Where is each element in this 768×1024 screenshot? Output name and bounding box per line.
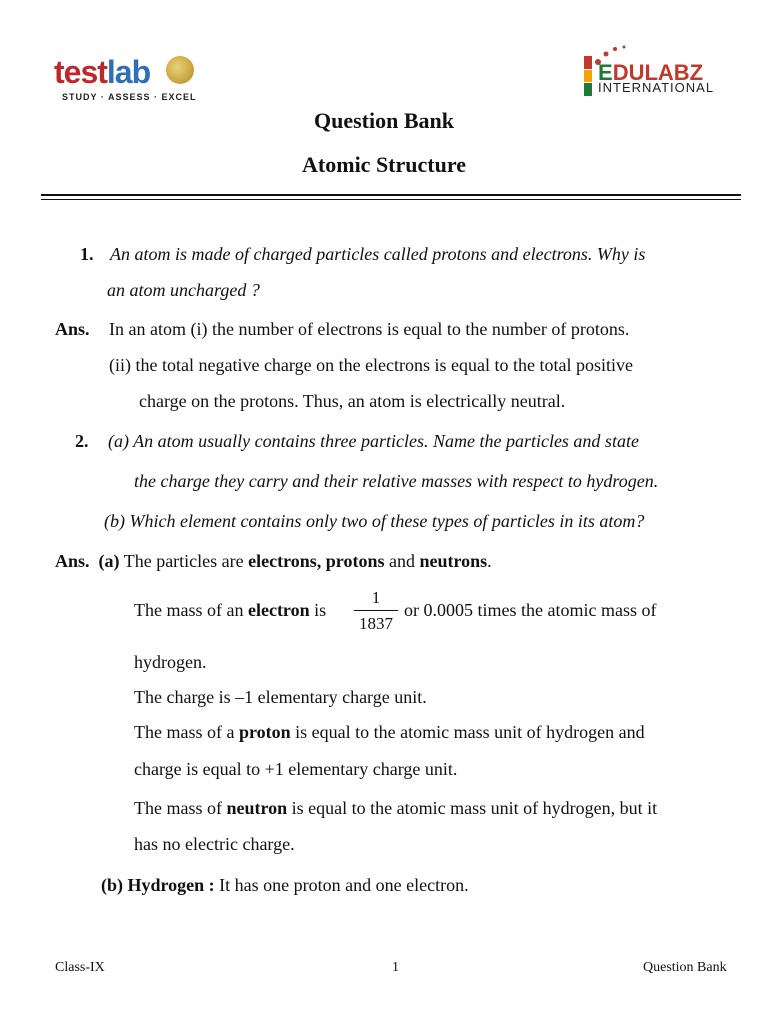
neutron-post: is equal to the atomic mass unit of hydrogen, but it [291, 798, 658, 818]
fraction-denominator: 1837 [359, 614, 393, 633]
particles-and: and [388, 551, 415, 571]
edulabz-subtitle: INTERNATIONAL [598, 80, 715, 95]
neutron-pre: The mass of [134, 798, 222, 818]
part-b-text: It has one proton and one electron. [219, 875, 469, 895]
electron-mass-post: or 0.0005 times the atomic mass of [404, 600, 657, 620]
question-1-line-1: An atom is made of charged particles called protons and electrons. Why is [110, 244, 646, 264]
edulabz-wordmark: EDULABZ [598, 60, 704, 85]
page-subtitle: Atomic Structure [302, 152, 466, 177]
answer-2-part-b [101, 874, 469, 896]
answer-2-part-a: (a) [98, 551, 120, 571]
answer-2-label: Ans. [55, 551, 90, 571]
neutron-line-1 [134, 797, 657, 819]
neutron-line-2: has no electric charge. [134, 834, 295, 854]
page-title: Question Bank [314, 108, 454, 133]
answer-1-line-1: In an atom (i) the number of electrons is equal to the number of protons. [109, 319, 630, 339]
testlab-wordmark: testlab [54, 54, 151, 90]
question-2-line-1: (a) An atom usually contains three particles. Name the particles and state [108, 431, 639, 451]
part-b-hydrogen: (b) Hydrogen : [101, 875, 215, 895]
testlab-tagline: STUDY · ASSESS · EXCEL [62, 92, 197, 102]
answer-1-line-3: charge on the protons. Thus, an atom is electrically neutral. [139, 391, 566, 411]
answer-2-line-1 [55, 550, 492, 572]
proton-line-1 [134, 721, 645, 743]
proton-line-2: charge is equal to +1 elementary charge unit. [134, 759, 458, 779]
particles-intro: The particles are [123, 551, 244, 571]
answer-1-label: Ans. [55, 319, 90, 339]
neutron-term: neutron [226, 798, 288, 818]
question-2-line-3: (b) Which element contains only two of these types of particles in its atom? [104, 511, 645, 531]
electron-mass-line-pre [134, 599, 326, 621]
question-2-number: 2. [75, 431, 89, 451]
electron-mass-fraction [354, 588, 398, 634]
proton-pre: The mass of a [134, 722, 235, 742]
footer-class: Class-IX [55, 960, 105, 975]
proton-term: proton [238, 722, 291, 742]
header-rule-thin [41, 199, 741, 200]
question-2-line-2: the charge they carry and their relative masses with respect to hydrogen. [134, 471, 659, 491]
particles-neutrons: neutrons [419, 551, 488, 571]
particles-electrons-protons: electrons, protons [248, 551, 385, 571]
particles-period: . [487, 551, 492, 571]
fraction-bar [354, 610, 398, 611]
testlab-logo [54, 52, 197, 110]
header-rule-thick [41, 194, 741, 196]
question-1-line-2: an atom uncharged ? [107, 280, 260, 300]
electron-term: electron [247, 600, 310, 620]
electron-mass-is: is [314, 600, 327, 620]
proton-post: is equal to the atomic mass unit of hydrogen and [295, 722, 645, 742]
footer-title: Question Bank [643, 960, 727, 975]
globe-icon [166, 56, 194, 84]
fraction-numerator: 1 [371, 588, 381, 607]
electron-mass-pre: The mass of an [134, 600, 244, 620]
footer-page-number: 1 [392, 960, 399, 975]
bar-icon [584, 56, 592, 96]
question-1-number: 1. [80, 244, 94, 264]
electron-mass-line-2: hydrogen. [134, 652, 207, 672]
answer-1-line-2: (ii) the total negative charge on the electrons is equal to the total positive [109, 355, 634, 375]
electron-charge-line: The charge is –1 elementary charge unit. [134, 687, 427, 707]
edulabz-logo [584, 44, 726, 104]
